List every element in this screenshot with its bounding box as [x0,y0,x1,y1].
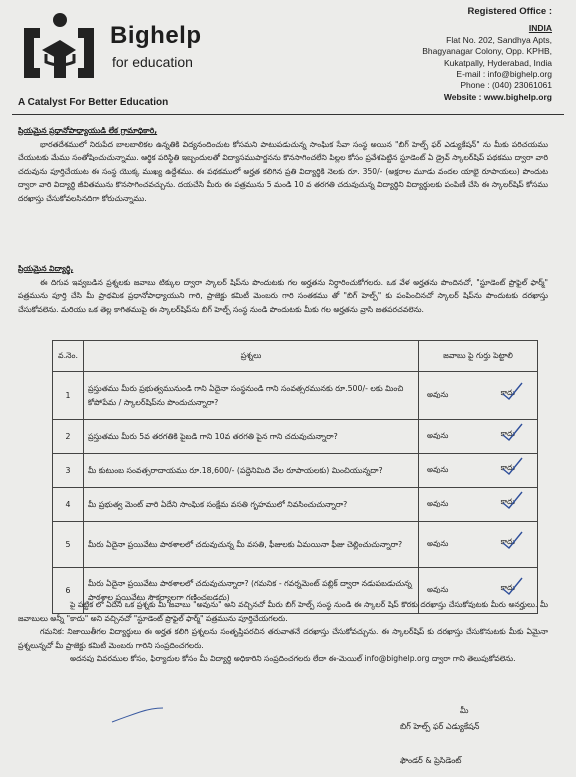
question-text: ప్రస్తుతము మీరు ప్రభుత్వమునుండి గాని ఏదైనా సంస్థనుండి గాని సంవత్సరమునకు రూ.500/- లకు మించి కోపోపేమ / స్కాలర్‌షిప్‌ను పొందుచున్నారా? [84,372,419,420]
question-number: 2 [53,420,84,454]
answer-no-option[interactable]: కాదు [500,387,515,397]
checkmark-icon [501,382,523,400]
signature-org: బిగ్ హెల్ప్ ఫర్ ఎడ్యుకేషన్ [400,722,480,731]
signature-title: ఫౌండర్ & ప్రెసిడెంట్ [400,756,462,765]
table-row [53,522,538,568]
answer-no-option[interactable]: కాదు [500,496,515,506]
checkmark-icon [501,491,523,509]
checkmark-icon [501,457,523,475]
answer-no-option[interactable]: కాదు [500,536,515,546]
answer-yes-option[interactable]: అవును [427,430,449,440]
bighelp-logo [20,10,98,80]
tagline: A Catalyst For Better Education [18,97,169,108]
checkmark-icon [501,423,523,441]
question-text: మీరు ఏదైనా ప్రయివేటు పాఠశాలలో చదువుచున్నారా? (గమనిక - గవర్నమెంట్ పబ్లిక్ ద్వారా నడుపబడుచున్న పాఠశాల ప్రయివేటు సౌకర్యాలగా గణించబడదు) [84,568,419,614]
office-address-line: Flat No. 202, Sandhya Apts, [446,34,552,45]
eligibility-table [52,340,538,614]
salutation-headmaster: ప్రియమైన ప్రధానోపాధ్యాయుడి లేక గ్రామాధికారి, [18,126,158,135]
paragraph: అదనపు వివరముల కోసం, ఫిర్యాదుల కోసం మీ విద్యార్థి అధికారిని సంప్రదించగలరు లేదా ఈ-మెయిల్ info@bighelp.org ద్వారా గాని తెలుపుకోవలెను. [70,654,516,664]
paragraph: గమనిక: నిజాయితీగల విద్యార్థులు ఈ అర్హత కలిగి ప్రశ్నలను సంతృప్తిపరచిన తరువాతనే దరఖాస్తు చేసుకోవచ్చును. ఈ స్కాలర్‌షిప్ కు దరఖాస్తు చేసుకొనుటకు మీకు ఏమైనా ప్రశ్నలున్నచో మీ ప్రాజెక్టు కమిటీ మెంబరు గారిని సంప్రదించగలరు. [18,627,548,650]
table-row [53,454,538,488]
question-number: 4 [53,488,84,522]
answer-yes-option[interactable]: అవును [427,464,449,474]
question-text: ప్రస్తుతము మీరు 5వ తరగతికి పైబడి గాని 10వ తరగతి పైన గాని చదువుచున్నారా? [84,420,419,454]
question-number: 6 [53,568,84,614]
table-row [53,372,538,420]
answer-no-option[interactable]: కాదు [500,582,515,592]
answer-no-option[interactable]: కాదు [500,428,515,438]
signature-closing: మీ [460,706,469,715]
answer-cell[interactable] [419,454,538,488]
office-email: E-mail : info@bighelp.org [456,69,552,80]
office-country: INDIA [528,23,552,34]
ink-mark [110,706,165,726]
answer-cell[interactable] [419,372,538,420]
office-phone: Phone : (040) 23061061 [460,80,552,91]
paragraph: ఈ దిగువ ఇవ్వబడిన ప్రశ్నలకు జవాబు టిక్కుల ద్వారా స్కాలర్ షిప్‌ను పొందుటకు గల అర్హతను నిర్ధారించుకోగలరు. ఒక వేళ అర్హతను పొందినచో, "స్టూడెంట్ ప్రొఫైల్ ఫార్మ్" పత్రమును పూర్తి చేసి మీ ప్రాథమిక ప్రధానోపాధ్యాయుని గారి, ప్రాజెక్టు కమిటీ మెంబరు గారి సంతకము తో "బిగ్ హెల్ప్" కు పంపించినచో స్కాలర్ షిప్‌ను పొందుటకు దరఖాస్తు చేసుకోవలెను. మరియు ఒక తెల్ల కాగితముపై ఈ స్కాలర్‌షిప్‌ను బిగ్ హెల్ప్ సంస్థ నుండి పొందుటకు మీకు గల అర్హతను వ్రాసి జతపరచవలెను. [18,277,548,314]
header-answer: జవాబు పై గుర్తు పెట్టాలి [419,341,538,372]
paragraph: పై పట్టిక లో ఏదేని ఒక ప్రశ్నకు మీ జవాబు "అవును" అని వచ్చినచో మీరు బిగ్ హెల్ప్ సంస్థ నుండి ఈ స్కాలర్ షిప్ కొరకు దరఖాస్తు చేసుకోవుటకు మీరు అనర్హులు. మీ జవాబులు అన్నీ "కాదు" అని వచ్చినచో "స్టూడెంట్ ప్రొఫైల్ ఫార్మ్" పత్రమును పూర్తిచేయగలరు. [18,600,548,623]
question-text: మీ కుటుంబ సంవత్సరాదాయము రూ.18,600/- (పద్దెనిమిది వేల రూపాయలకు) మించియున్నదా? [84,454,419,488]
letter-closing [18,598,548,666]
answer-cell[interactable] [419,420,538,454]
question-number: 3 [53,454,84,488]
salutation-student: ప్రియమైన విద్యార్థి, [18,264,74,273]
answer-yes-option[interactable]: అవును [427,498,449,508]
question-text: మీరు ఏదైనా ప్రయివేటు పాఠశాలలో చదువుచున్న మీ వసతి, ఫీజులకు ఏమయినా ఫీజు చెల్లించుచున్నారా? [84,522,419,568]
table-header-row [53,341,538,372]
table-row [53,488,538,522]
registered-office [382,6,552,103]
office-title: Registered Office : [467,6,552,17]
header-serial: వ.నెం. [53,341,84,372]
answer-cell[interactable] [419,522,538,568]
question-text: మీ ప్రభుత్వ మెంట్ వారి ఏదేని సాంఘిక సంక్షేమ వసతి గృహములో నివసించుచున్నారా? [84,488,419,522]
brand-name: Bighelp [110,22,202,49]
table-row [53,420,538,454]
brand-subtitle: for education [112,54,193,70]
letter-student [18,262,548,316]
answer-yes-option[interactable]: అవును [427,538,449,548]
checkmark-icon [501,577,523,595]
checkmark-icon [501,531,523,549]
signature-block [400,703,479,769]
question-number: 5 [53,522,84,568]
office-website: Website : www.bighelp.org [443,91,552,102]
office-address-line: Bhagyanagar Colony, Opp. KPHB, [422,46,552,57]
letter-intro [18,124,548,206]
answer-yes-option[interactable]: అవును [427,584,449,594]
answer-no-option[interactable]: కాదు [500,462,515,472]
header-divider [12,114,564,115]
office-address-line: Kukatpally, Hyderabad, India [443,57,552,68]
paragraph: భారతదేశములో నిరుపేద బాలబాలికల ఉన్నతికి విద్యనందించుట కోసమని పాటుపడుచున్న సాంఘిక సేవా సంస్థ అయిన "బిగ్ హెల్ప్ ఫర్ ఎడ్యుకేషన్" ను మీకు పరిచయము చేయుటకు మేము సంతోషించుచున్నాము. ఆర్థిక పరిస్థితి ఇబ్బందులతో విద్యాసముపార్జనను కొనసాగించలేని పిల్లల కోసం ప్రవేశపెట్టిన స్టూడెంట్ ఏ డ్రైవ్ స్కాలర్‌షిప్ పథకము ద్వారా వారి చదువును పూర్తిచేయుట ఈ సంస్థ యొక్క ముఖ్య ఉద్దేశము. ఈ పథకములో అర్హత కలిగిన ప్రతి విద్యార్థికి నెలకు రూ. 350/- (అక్షరాల మూడు వందల యాభై రూపాయలు) పొందుట ద్వారా వారి విద్యార్థి జీవితమును కొనసాగించవచ్చును. దయచేసి మీరు ఈ పత్రమును 5 మండి 10 వ తరగతి చదువుచున్న విద్యార్థిని విద్యార్థులకు పంపిణీ చేసి ఈ స్కాలర్‌షిప్ కోసము దరఖాస్తు చేసుకోవలసినదిగా కోరుచున్నాము. [18,139,548,203]
answer-cell[interactable] [419,488,538,522]
header-questions: ప్రశ్నలు [84,341,419,372]
question-number: 1 [53,372,84,420]
answer-yes-option[interactable]: అవును [427,389,449,399]
